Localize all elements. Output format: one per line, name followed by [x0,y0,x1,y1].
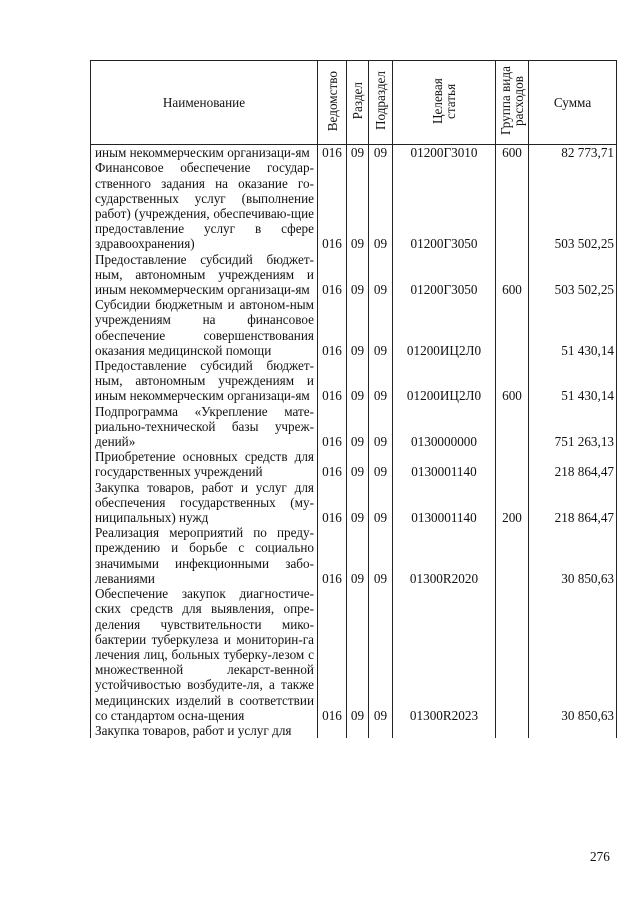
table-row [91,723,617,738]
table-row [91,160,617,251]
row-sum: 82 773,71 [529,145,617,161]
row-podrazdel: 09 [369,449,393,479]
row-vedomstvo: 016 [318,449,347,479]
row-target: 01200ИЦ2Л0 [393,358,496,404]
row-podrazdel [369,723,393,738]
row-vedomstvo: 016 [318,480,347,526]
table-row [91,586,617,723]
row-name: Реализация мероприятий по преду-преждению и борьбе с социально значимыми инфекционными забо-леваниями [91,525,318,586]
row-podrazdel: 09 [369,358,393,404]
row-target: 01300R2020 [393,525,496,586]
row-podrazdel: 09 [369,404,393,450]
row-target: 01200Г3050 [393,252,496,298]
row-group [496,586,529,723]
row-sum: 30 850,63 [529,525,617,586]
row-podrazdel: 09 [369,297,393,358]
row-target: 0130000000 [393,404,496,450]
row-podrazdel: 09 [369,480,393,526]
row-group: 200 [496,480,529,526]
row-name: Обеспечение закупок диагностиче-ских средств для выявления, опре-деления чувствительности мико-бактерии туберкулеза и мониторин-га лечения лиц, больных туберку-лезом с множественной лекарст-венной устойчивостью возбудите-ля, а также медицинских изделий в соответствии со стандартом осна-щения [91,586,318,723]
row-vedomstvo: 016 [318,586,347,723]
header-vedomstvo-label: Ведомство [324,70,340,132]
table-row [91,145,617,161]
table-row [91,297,617,358]
row-vedomstvo: 016 [318,525,347,586]
row-target: 01200ИЦ2Л0 [393,297,496,358]
row-podrazdel: 09 [369,525,393,586]
header-group [496,61,529,145]
header-name-label: Наименование [162,95,246,110]
row-razdel: 09 [347,358,369,404]
header-podrazdel [369,61,393,145]
row-target: 01200Г3010 [393,145,496,161]
row-name: Предоставление субсидий бюджет-ным, автономным учреждениям и иным некоммерческим организаци-ям [91,252,318,298]
row-name: иным некоммерческим организаци-ям [91,145,318,161]
row-sum: 503 502,25 [529,160,617,251]
header-podrazdel-label: Подраздел [373,71,388,131]
row-podrazdel: 09 [369,586,393,723]
header-name [91,61,318,145]
row-vedomstvo: 016 [318,404,347,450]
row-vedomstvo: 016 [318,252,347,298]
row-sum: 218 864,47 [529,449,617,479]
row-name: Подпрограмма «Укрепление мате-риально-технической базы учреж-дений» [91,404,318,450]
table-row [91,404,617,450]
row-sum: 30 850,63 [529,586,617,723]
row-target: 01300R2023 [393,586,496,723]
header-group-label: Группа вида расходов [498,66,526,136]
header-razdel-label: Раздел [350,82,365,120]
row-vedomstvo: 016 [318,358,347,404]
row-razdel: 09 [347,449,369,479]
row-razdel: 09 [347,525,369,586]
row-group [496,723,529,738]
row-razdel: 09 [347,586,369,723]
row-razdel: 09 [347,160,369,251]
row-sum: 51 430,14 [529,358,617,404]
row-group [496,297,529,358]
header-vedomstvo [318,61,347,145]
header-target-label: Целевая статья [430,78,458,124]
row-group: 600 [496,145,529,161]
budget-table [90,60,617,738]
row-name: Приобретение основных средств для государственных учреждений [91,449,318,479]
row-group [496,449,529,479]
row-group [496,160,529,251]
row-razdel [347,723,369,738]
row-razdel: 09 [347,145,369,161]
row-razdel: 09 [347,297,369,358]
row-sum: 751 263,13 [529,404,617,450]
header-razdel [347,61,369,145]
row-vedomstvo: 016 [318,297,347,358]
row-sum: 503 502,25 [529,252,617,298]
row-group: 600 [496,252,529,298]
row-name: Субсидии бюджетным и автоном-ным учреждениям на финансовое обеспечение совершенствования оказания медицинской помощи [91,297,318,358]
row-name: Финансовое обеспечение государ-ственного задания на оказание го-сударственных услуг (выполнение работ) (учреждения, обеспечиваю-щие предоставление услуг в сфере здравоохранения) [91,160,318,251]
table-row [91,480,617,526]
row-sum: 218 864,47 [529,480,617,526]
row-target: 0130001140 [393,449,496,479]
row-group [496,404,529,450]
row-razdel: 09 [347,480,369,526]
row-podrazdel: 09 [369,252,393,298]
row-podrazdel: 09 [369,145,393,161]
row-podrazdel: 09 [369,160,393,251]
header-sum [529,61,617,145]
row-group: 600 [496,358,529,404]
row-name: Предоставление субсидий бюджет-ным, автономным учреждениям и иным некоммерческим организаци-ям [91,358,318,404]
header-sum-label: Сумма [553,95,592,110]
page-number: 276 [590,849,610,864]
row-name: Закупка товаров, работ и услуг для обеспечения государственных (му-ниципальных) нужд [91,480,318,526]
row-target: 0130001140 [393,480,496,526]
table-row [91,252,617,298]
row-target: 01200Г3050 [393,160,496,251]
row-target [393,723,496,738]
header-target [393,61,496,145]
table-body [91,145,617,738]
row-razdel: 09 [347,404,369,450]
row-name: Закупка товаров, работ и услуг для [91,723,318,738]
row-group [496,525,529,586]
table-row [91,358,617,404]
table-row [91,449,617,479]
row-vedomstvo [318,723,347,738]
table-header-row [91,61,617,145]
row-razdel: 09 [347,252,369,298]
row-sum: 51 430,14 [529,297,617,358]
row-vedomstvo: 016 [318,145,347,161]
table-row [91,525,617,586]
row-vedomstvo: 016 [318,160,347,251]
row-sum [529,723,617,738]
